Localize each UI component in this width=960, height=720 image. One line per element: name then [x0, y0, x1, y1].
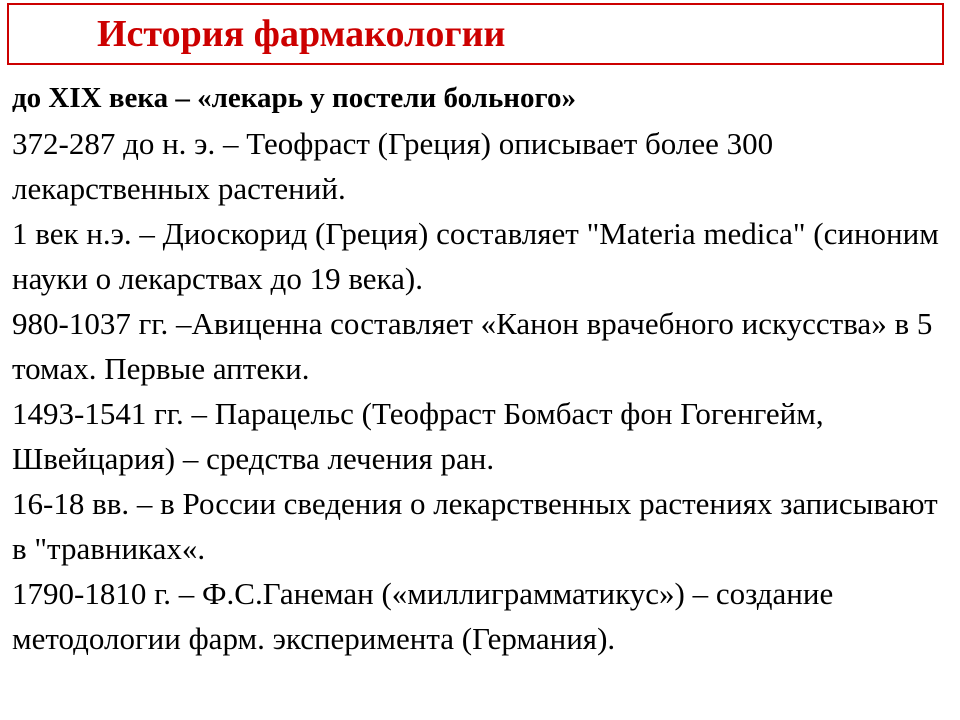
timeline-entry-dioscorides: 1 век н.э. – Диоскорид (Греция) составляет "Materia medica" (синоним науки о лекарствах до 19 века).	[12, 216, 939, 296]
timeline-entry-paracelsus: 1493-1541 гг. – Парацельс (Теофраст Бомбаст фон Гогенгейм, Швейцария) – средства лечения ран.	[12, 396, 824, 476]
slide-title: История фармакологии	[97, 13, 506, 55]
slide-content	[12, 76, 942, 661]
timeline-entry-theophrastus: 372-287 до н. э. – Теофраст (Греция) описывает более 300 лекарственных растений.	[12, 126, 774, 206]
timeline-entry-hahnemann: 1790-1810 г. – Ф.С.Ганеман («миллиграмматикус») – создание методологии фарм. эксперимента (Германия).	[12, 576, 834, 656]
title-box	[7, 3, 944, 65]
timeline-entry-russia-herbals: 16-18 вв. – в России сведения о лекарственных растениях записывают в "травниках«.	[12, 486, 938, 566]
section-subtitle: до XIX века – «лекарь у постели больного»	[12, 82, 576, 114]
timeline-entry-avicenna: 980-1037 гг. –Авиценна составляет «Канон врачебного искусства» в 5 томах. Первые аптеки.	[12, 306, 933, 386]
